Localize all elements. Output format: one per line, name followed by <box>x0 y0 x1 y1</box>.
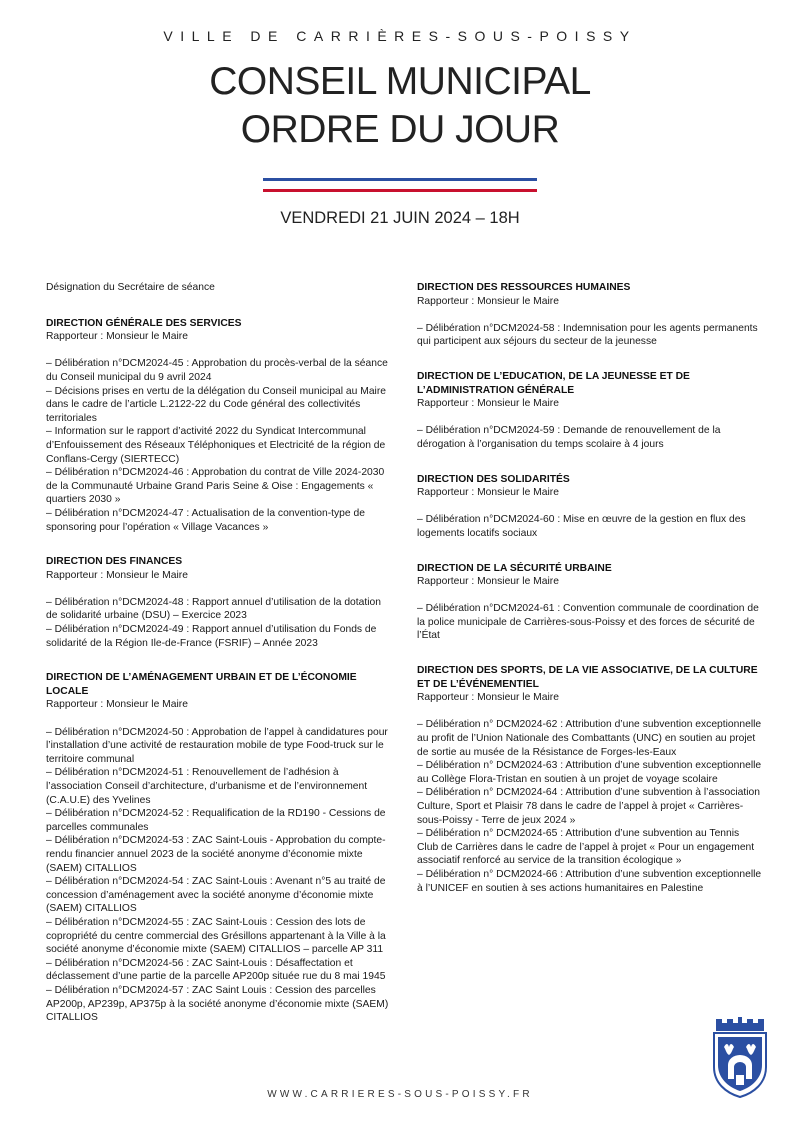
section-rapporteur: Rapporteur : Monsieur le Maire <box>417 692 559 704</box>
agenda-item: – Délibération n°DCM2024-52 : Requalification de la RD190 - Cessions de parcelles communales <box>46 808 386 833</box>
agenda-item-list <box>46 357 391 534</box>
section-title: DIRECTION DE L’EDUCATION, DE LA JEUNESSE ET DE L’ADMINISTRATION GÉNÉRALE <box>417 370 690 396</box>
section-rapporteur: Rapporteur : Monsieur le Maire <box>46 331 188 343</box>
agenda-item-list <box>46 726 391 1025</box>
agenda-item-list <box>417 602 762 643</box>
section-rapporteur: Rapporteur : Monsieur le Maire <box>417 295 559 307</box>
agenda-item-list <box>417 424 762 451</box>
section-rapporteur: Rapporteur : Monsieur le Maire <box>417 398 559 410</box>
agenda-section <box>417 370 762 452</box>
agenda-item: – Délibération n°DCM2024-48 : Rapport annuel d’utilisation de la dotation de solidarité urbaine (DSU) – Exercice 2023 <box>46 596 381 622</box>
town-name: VILLE DE CARRIÈRES-SOUS-POISSY <box>163 28 637 44</box>
agenda-section <box>417 281 762 349</box>
agenda-item: – Délibération n° DCM2024-64 : Attribution d’une subvention à l’association Culture, Sport et Plaisir 78 dans le cadre de l’appel à projet « Carrières-sous-Poissy - Terre de jeux 2024 » <box>417 787 760 826</box>
agenda-item: – Délibération n°DCM2024-58 : Indemnisation pour les agents permanents qui participent aux séjours du secteur de la jeunesse <box>417 322 758 348</box>
section-title: DIRECTION DES SOLIDARITÉS <box>417 473 570 485</box>
intro-text: Désignation du Secrétaire de séance <box>46 282 215 293</box>
agenda-item: – Délibération n°DCM2024-51 : Renouvellement de l’adhésion à l’association Conseil d’architecture, d’urbanisme et de l’environnement (C.A.U.E) des Yvelines <box>46 767 368 806</box>
agenda-section <box>417 562 762 644</box>
agenda-section <box>46 671 391 1024</box>
agenda-item: – Délibération n°DCM2024-45 : Approbation du procès-verbal de la séance du Conseil municipal du 9 avril 2024 <box>46 358 388 383</box>
section-rapporteur: Rapporteur : Monsieur le Maire <box>417 576 559 588</box>
section-title: DIRECTION DES RESSOURCES HUMAINES <box>417 282 631 293</box>
website-url[interactable]: WWW.CARRIERES-SOUS-POISSY.FR <box>267 1089 533 1100</box>
agenda-item: – Délibération n° DCM2024-65 : Attribution d’une subvention au Tennis Club de Carrières dans le cadre de l’appel à projet « Pour un engagement associatif renforcé au service de la transition écologique » <box>417 828 755 867</box>
agenda-item: – Délibération n°DCM2024-55 : ZAC Saint-Louis : Cession des lots de copropriété du centre commercial des Grésillons appartenant à la Ville à la société anonyme d’économie mixte (SAEM) CITALLIOS – parcelle AP 311 <box>46 916 386 956</box>
agenda-section <box>417 664 762 895</box>
agenda-item-list <box>46 596 391 650</box>
agenda-item: – Délibération n°DCM2024-60 : Mise en œuvre de la gestion en flux des logements locatifs sociaux <box>417 514 746 539</box>
left-column <box>46 281 391 1046</box>
agenda-item: – Délibération n°DCM2024-59 : Demande de renouvellement de la dérogation à l’organisation du temps scolaire à 4 jours <box>417 425 721 450</box>
page-title <box>0 58 800 154</box>
section-rapporteur: Rapporteur : Monsieur le Maire <box>417 487 559 499</box>
agenda-item: – Délibération n°DCM2024-54 : ZAC Saint-Louis : Avenant n°5 au traité de concession d’aménagement avec la société anonyme d’économie mixte (SAEM) CITALLIOS <box>46 876 386 915</box>
agenda-item: – Délibération n°DCM2024-53 : ZAC Saint-Louis - Approbation du compte-rendu financier annuel 2023 de la société anonyme d’économie mixte (SAEM) CITALLIOS <box>46 835 386 874</box>
right-column <box>417 281 762 916</box>
agenda-item: – Délibération n°DCM2024-61 : Convention communale de coordination de la police municipale de Carrières-sous-Poissy et des forces de sécurité de l’État <box>417 603 759 642</box>
section-title: DIRECTION DE LA SÉCURITÉ URBAINE <box>417 562 612 574</box>
flag-stripe-red <box>263 189 537 192</box>
title-line-1: CONSEIL MUNICIPAL <box>209 60 591 103</box>
town-crest-icon <box>710 1017 770 1099</box>
agenda-item: – Délibération n°DCM2024-46 : Approbation du contrat de Ville 2024-2030 de la Communauté Urbaine Grand Paris Seine & Oise : Engagements « quartiers 2030 » <box>46 467 385 506</box>
agenda-section <box>46 317 391 535</box>
agenda-item: – Délibération n°DCM2024-47 : Actualisation de la convention-type de sponsoring pour l’opération « Village Vacances » <box>46 507 365 533</box>
agenda-item-list <box>417 322 762 349</box>
section-rapporteur: Rapporteur : Monsieur le Maire <box>46 699 188 711</box>
agenda-section <box>46 555 391 650</box>
agenda-item: – Délibération n°DCM2024-49 : Rapport annuel d’utilisation du Fonds de solidarité de la Région Ile-de-France (FSRIF) – Année 2023 <box>46 624 377 649</box>
agenda-item: – Information sur le rapport d’activité 2022 du Syndicat Intercommunal d’Enfouissement des Réseaux Téléphoniques et Electricité de la région de Conflans-Cergy (SIERTECC) <box>46 426 386 465</box>
agenda-item: – Délibération n°DCM2024-50 : Approbation de l’appel à candidatures pour l’installation d’une activité de restauration mobile de type Food-truck sur le territoire communal <box>46 726 388 765</box>
section-title: DIRECTION DES SPORTS, DE LA VIE ASSOCIATIVE, DE LA CULTURE ET DE L’ÉVÉNEMENTIEL <box>417 665 758 690</box>
meeting-date: VENDREDI 21 JUIN 2024 – 18H <box>280 209 520 227</box>
agenda-item: – Délibération n°DCM2024-57 : ZAC Saint Louis : Cession des parcelles AP200p, AP239p, AP375p à la société anonyme d’économie mixte (SAEM) CITALLIOS <box>46 984 389 1024</box>
agenda-item: – Délibération n° DCM2024-62 : Attribution d’une subvention exceptionnelle au profit de l’Union Nationale des Combattants (UNC) en soutien au projet de sortie au musée de la Résistance de Forges-les-Eaux <box>417 719 762 758</box>
agenda-item: – Décisions prises en vertu de la délégation du Conseil municipal au Maire dans le cadre de l’article L.2122-22 du Code général des collectivités territoriales <box>46 385 386 424</box>
agenda-item: – Délibération n°DCM2024-56 : ZAC Saint-Louis : Désaffectation et déclassement d’une partie de la parcelle AP200p située rue du 8 mai 1945 <box>46 957 386 983</box>
agenda-item: – Délibération n° DCM2024-66 : Attribution d’une subvention exceptionnelle à l’UNICEF en soutien à ses actions humanitaires en Palestine <box>417 868 762 894</box>
section-title: DIRECTION GÉNÉRALE DES SERVICES <box>46 317 242 329</box>
section-title: DIRECTION DE L’AMÉNAGEMENT URBAIN ET DE L’ÉCONOMIE LOCALE <box>46 672 357 697</box>
agenda-item-list <box>417 718 762 895</box>
title-line-2: ORDRE DU JOUR <box>240 108 560 151</box>
flag-stripe-blue <box>263 178 537 181</box>
agenda-item-list <box>417 513 762 540</box>
agenda-item: – Délibération n° DCM2024-63 : Attribution d’une subvention exceptionnelle au Collège Flora-Tristan en soutien à un projet de voyage scolaire <box>417 760 762 785</box>
section-title: DIRECTION DES FINANCES <box>46 556 183 568</box>
agenda-section <box>417 473 762 541</box>
section-rapporteur: Rapporteur : Monsieur le Maire <box>46 569 188 581</box>
